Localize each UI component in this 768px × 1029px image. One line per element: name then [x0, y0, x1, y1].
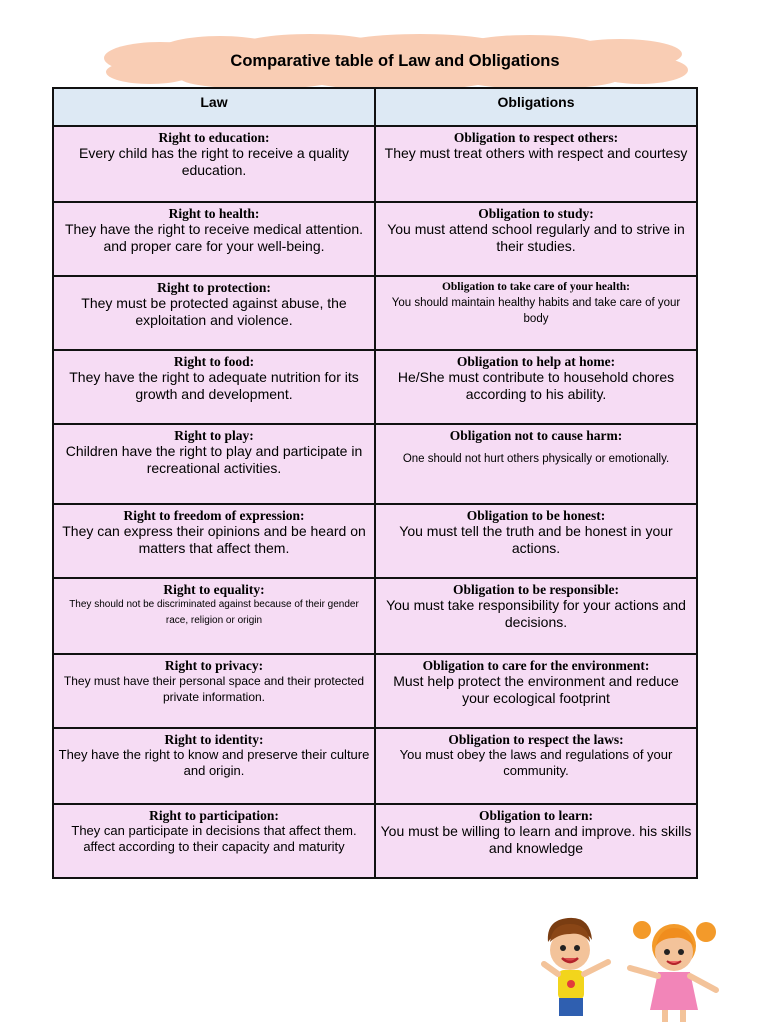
- law-text: They can participate in decisions that affect them. affect according to their capacity and maturity: [71, 823, 357, 854]
- obligation-text: They must treat others with respect and courtesy: [384, 145, 688, 161]
- table-row: [54, 423, 696, 503]
- table-row: [54, 349, 696, 423]
- law-text: They have the right to receive medical attention. and proper care for your well-being.: [64, 221, 364, 254]
- obligation-title: Obligation to care for the environment:: [422, 658, 650, 673]
- obligation-title: Obligation to help at home:: [456, 354, 616, 369]
- law-cell: [54, 127, 374, 201]
- obligation-text: You should maintain healthy habits and take care of your body: [391, 297, 681, 325]
- page-title: Comparative table of Law and Obligations: [230, 52, 560, 70]
- law-header: Law: [54, 89, 374, 125]
- obligation-title: Obligation to respect the laws:: [448, 732, 624, 747]
- law-title: Right to education:: [158, 130, 270, 145]
- table-row: [54, 201, 696, 275]
- obligations-header: Obligations: [374, 89, 696, 125]
- girl-figure: [630, 921, 716, 1022]
- obligation-cell: [374, 805, 696, 877]
- obligation-title: Obligation to study:: [478, 206, 594, 221]
- obligation-cell: [374, 655, 696, 727]
- table-row: [54, 125, 696, 201]
- table-row: [54, 653, 696, 727]
- law-cell: [54, 425, 374, 503]
- obligation-cell: [374, 277, 696, 349]
- obligation-text: One should not hurt others physically or emotionally.: [402, 453, 670, 465]
- law-title: Right to identity:: [164, 732, 264, 747]
- obligation-cell: [374, 203, 696, 275]
- law-cell: [54, 579, 374, 653]
- table-row: [54, 577, 696, 653]
- law-text: They can express their opinions and be heard on matters that affect them.: [62, 523, 366, 556]
- obligation-text: You must tell the truth and be honest in your actions.: [399, 523, 673, 556]
- law-cell: [54, 655, 374, 727]
- law-text: They have the right to adequate nutrition for its growth and development.: [69, 369, 359, 402]
- law-cell: [54, 805, 374, 877]
- obligation-text: You must take responsibility for your actions and decisions.: [386, 597, 686, 630]
- law-title: Right to health:: [168, 206, 260, 221]
- obligation-title: Obligation to be responsible:: [453, 582, 619, 597]
- obligation-title: Obligation to be honest:: [466, 508, 606, 523]
- law-title: Right to food:: [173, 354, 255, 369]
- law-text: They must be protected against abuse, the exploitation and violence.: [81, 295, 347, 328]
- obligation-cell: [374, 351, 696, 423]
- obligation-cell: [374, 127, 696, 201]
- obligation-text: You must be willing to learn and improve. his skills and knowledge: [380, 823, 692, 856]
- obligation-cell: [374, 505, 696, 577]
- obligation-title: Obligation to take care of your health:: [441, 281, 631, 293]
- obligation-text: Must help protect the environment and reduce your ecological footprint: [393, 673, 679, 706]
- law-title: Right to equality:: [163, 582, 265, 597]
- law-cell: [54, 277, 374, 349]
- obligation-text: He/She must contribute to household chores according to his ability.: [397, 369, 675, 402]
- law-text: They have the right to know and preserve their culture and origin.: [58, 747, 370, 778]
- obligation-text: You must obey the laws and regulations of your community.: [399, 747, 673, 778]
- obligation-title: Obligation to learn:: [479, 808, 593, 823]
- law-text: They should not be discriminated against because of their gender race, religion or origin: [69, 599, 359, 626]
- children-icon: [538, 912, 728, 1024]
- obligation-text: You must attend school regularly and to strive in their studies.: [387, 221, 685, 254]
- obligation-cell: [374, 729, 696, 803]
- obligation-title: Obligation to respect others:: [453, 130, 619, 145]
- law-title: Right to participation:: [149, 808, 279, 823]
- obligation-cell: [374, 579, 696, 653]
- law-cell: [54, 505, 374, 577]
- boy-figure: [544, 918, 608, 1016]
- law-title: Right to privacy:: [164, 658, 264, 673]
- table-row: [54, 727, 696, 803]
- children-illustration: [538, 912, 728, 1024]
- law-title: Right to play:: [174, 428, 254, 443]
- obligation-cell: [374, 425, 696, 503]
- law-cell: [54, 351, 374, 423]
- law-title: Right to protection:: [157, 280, 271, 295]
- law-text: They must have their personal space and their protected private information.: [63, 674, 365, 704]
- law-text: Every child has the right to receive a quality education.: [78, 145, 350, 178]
- law-text: Children have the right to play and participate in recreational activities.: [65, 443, 363, 476]
- table-header-row: [54, 89, 696, 125]
- table-row: [54, 275, 696, 349]
- law-cell: [54, 203, 374, 275]
- obligation-title: Obligation not to cause harm:: [449, 428, 623, 443]
- comparison-table: [52, 87, 698, 879]
- table-row: [54, 803, 696, 877]
- law-cell: [54, 729, 374, 803]
- law-title: Right to freedom of expression:: [123, 508, 305, 523]
- table-row: [54, 503, 696, 577]
- title-banner: [100, 34, 690, 90]
